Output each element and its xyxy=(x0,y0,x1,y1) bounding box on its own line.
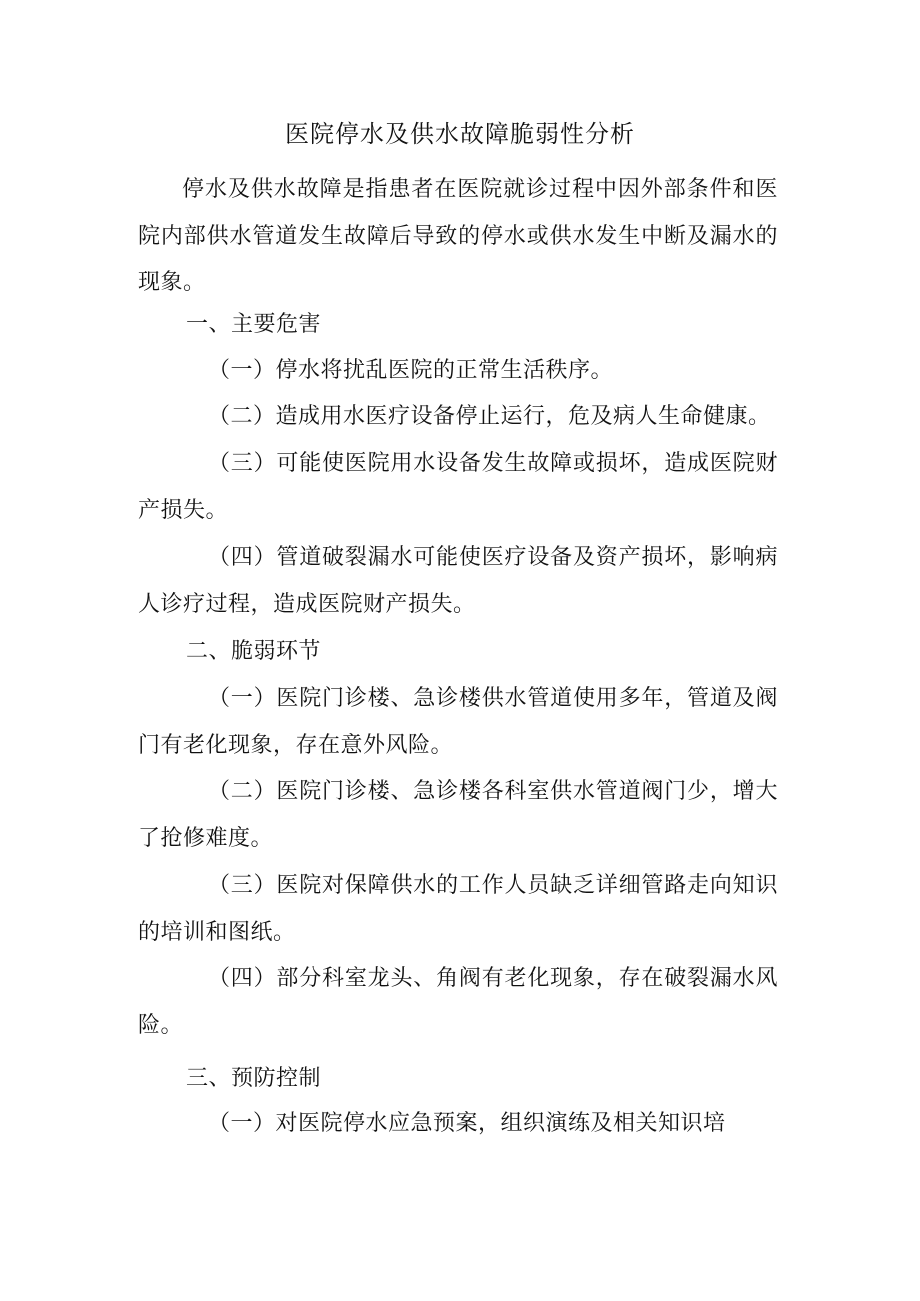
hazard-item-3: （三）可能使医院用水设备发生故障或损坏，造成医院财产损失。 xyxy=(138,451,778,523)
section-heading-vulnerable-links: 二、脆弱环节 xyxy=(186,639,322,664)
section-heading-main-hazards: 一、主要危害 xyxy=(186,312,322,337)
section-heading-prevention-control: 三、预防控制 xyxy=(186,1066,322,1091)
vulnerability-item-4: （四）部分科室龙头、角阀有老化现象，存在破裂漏水风险。 xyxy=(138,966,778,1038)
hazard-item-1: （一）停水将扰乱医院的正常生活秩序。 xyxy=(208,358,614,383)
intro-paragraph: 停水及供水故障是指患者在医院就诊过程中因外部条件和医院内部供水管道发生故障后导致的停水或供水发生中断及漏水的现象。 xyxy=(138,177,778,295)
hazard-item-4: （四）管道破裂漏水可能使医疗设备及资产损坏，影响病人诊疗过程，造成医院财产损失。 xyxy=(138,545,778,617)
prevention-item-1: （一）对医院停水应急预案，组织演练及相关知识培 xyxy=(208,1111,726,1136)
vulnerability-item-3: （三）医院对保障供水的工作人员缺乏详细管路走向知识的培训和图纸。 xyxy=(138,873,778,945)
vulnerability-item-1: （一）医院门诊楼、急诊楼供水管道使用多年，管道及阀门有老化现象，存在意外风险。 xyxy=(138,686,778,758)
document-title: 医院停水及供水故障脆弱性分析 xyxy=(285,120,635,148)
vulnerability-item-2: （二）医院门诊楼、急诊楼各科室供水管道阀门少，增大了抢修难度。 xyxy=(138,779,778,851)
hazard-item-2: （二）造成用水医疗设备停止运行，危及病人生命健康。 xyxy=(208,404,771,429)
